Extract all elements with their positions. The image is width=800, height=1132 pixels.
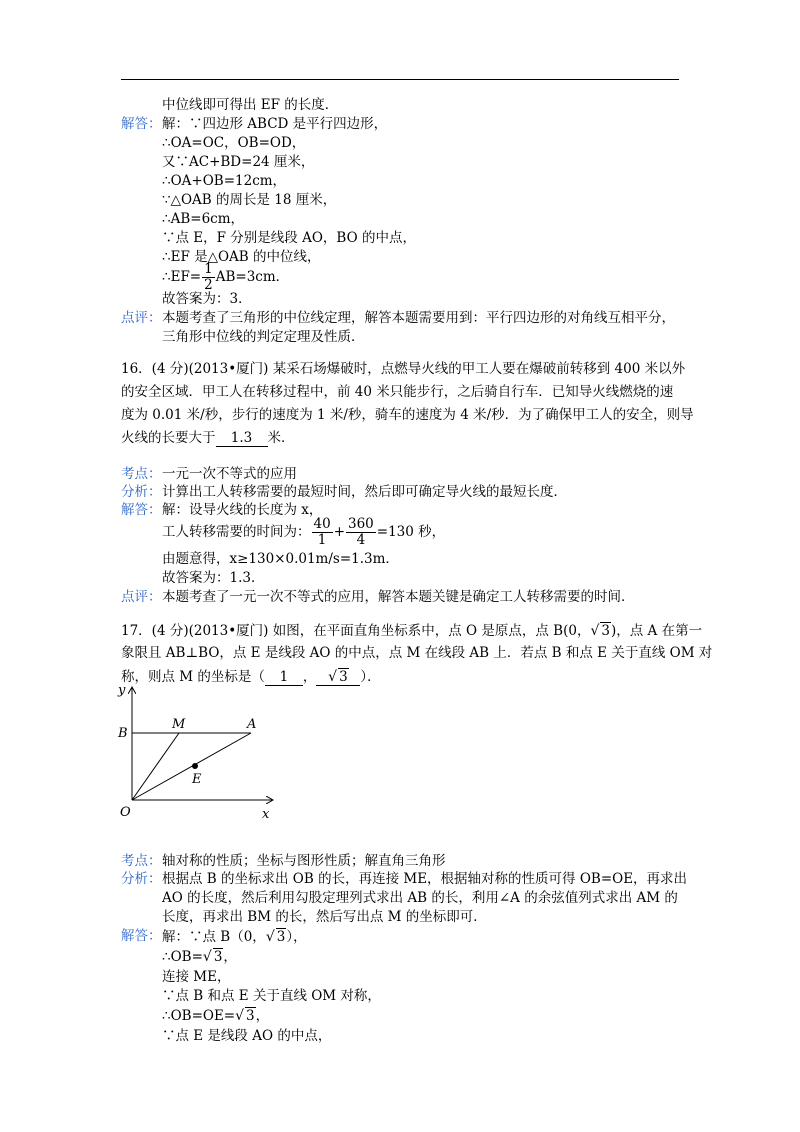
q17-fenxi-line: AO 的长度，然后利用勾股定理列式求出 AB 的长，利用∠A 的余弦值列式求出 AM 的	[162, 890, 678, 906]
q17-stem-line-1	[121, 622, 702, 639]
q15-comment-label: 点评：	[121, 310, 162, 326]
q17-j5-radical: √	[235, 1008, 245, 1024]
q17-j2-radical: √	[202, 949, 212, 965]
q17-jieda-line-3: 连接 ME，	[162, 969, 231, 985]
q15-ef-numerator: 1	[204, 261, 213, 277]
q17-stem-line-2: 象限且 AB⊥BO，点 E 是线段 AO 的中点，点 M 在线段 AB 上．若点 B 和点 E 关于直线 OM 对	[121, 645, 713, 661]
q17-stem-3-suffix: ）．	[360, 669, 381, 685]
q17-j1-prefix: 解：∵点 B（0，	[162, 929, 266, 945]
q17-fenxi-line: 根据点 B 的坐标求出 OB 的长，再连接 ME，根据轴对称的性质可得 OB=OE，再求出	[162, 871, 688, 887]
q16-last-suffix: 米．	[267, 430, 295, 446]
label-y: y	[118, 683, 126, 698]
q17-stem-1-prefix: 17．(4 分)(2013•厦门) 如图，在平面直角坐标系中，点 O 是原点，点 B(0，	[121, 623, 591, 639]
q17-fenxi-line: 长度，再求出 BM 的长，然后写出点 M 的坐标即可．	[162, 909, 487, 925]
q16-fenxi-label: 分析：	[121, 484, 162, 500]
q16-f2-denominator: 4	[356, 532, 366, 548]
q17-answer-blank-y	[316, 668, 360, 686]
q16-jieda-label: 解答：	[121, 502, 162, 518]
q16-jieda-line: 由题意得，x≥130×0.01m/s=1.3m．	[162, 551, 399, 567]
q17-figure	[112, 682, 280, 822]
q17-j5-suffix: ，	[255, 1008, 270, 1024]
label-B: B	[118, 726, 128, 741]
q17-kaodian: 轴对称的性质；坐标与图形性质；解直角三角形	[162, 853, 446, 869]
q15-ef-equation	[162, 262, 289, 293]
q15-ef-prefix: ∴EF=	[162, 269, 202, 285]
label-M: M	[172, 717, 186, 732]
q15-ef-fraction	[202, 262, 215, 293]
point-E	[192, 763, 198, 769]
q16-stem-line: 度为 0.01 米/秒，步行的速度为 1 米/秒，骑车的速度为 4 米/秒．为了确保甲工人的安全，则导	[121, 407, 694, 423]
q17-jieda-line-2	[162, 948, 237, 965]
q17-comma: ，	[302, 669, 317, 685]
label-x: x	[262, 807, 270, 822]
q17-jieda-line-1	[162, 928, 307, 945]
q16-kaodian-label: 考点：	[121, 466, 162, 482]
q16-jieda-line: 故答案为：1.3．	[162, 570, 265, 586]
q17-stem-3-prefix: 称，则点 M 的坐标是（	[121, 669, 265, 685]
q16-fraction-walk	[312, 517, 333, 548]
q16-stem-last	[121, 430, 295, 447]
q16-time-suffix: =130 秒，	[376, 524, 446, 540]
q15-analysis-cont: 中位线即可得出 EF 的长度．	[162, 97, 339, 113]
q17-stem-1-suffix: )，点 A 在第一	[610, 623, 703, 639]
q16-f1-denominator: 1	[317, 532, 327, 548]
q17-j1-sqrt: 3	[276, 929, 286, 945]
q16-dianping: 本题考查了一元一次不等式的应用，解答本题关键是确定工人转移需要的时间．	[162, 589, 635, 605]
q17-jieda-line-6: ∵点 E 是线段 AO 的中点，	[162, 1028, 332, 1044]
q17-j2-sqrt: 3	[213, 949, 223, 965]
q15-ef-suffix: AB=3cm．	[215, 269, 290, 285]
q15-answer-line: ∴EF 是△OAB 的中位线，	[162, 249, 321, 265]
q15-answer-line: ∴AB=6cm，	[162, 211, 245, 227]
q16-answer-blank: 1.3	[216, 430, 268, 447]
q15-answer-label: 解答：	[121, 116, 162, 132]
q17-j2-prefix: ∴OB=	[162, 949, 203, 965]
q15-answer-line: 又∵AC+BD=24 厘米，	[162, 154, 315, 170]
q15-answer-line: ∴OA=OC，OB=OD，	[162, 135, 306, 151]
q16-f1-numerator: 40	[313, 516, 331, 532]
q17-j2-suffix: ，	[223, 949, 237, 965]
q17-kaodian-label: 考点：	[121, 853, 162, 869]
q17-fenxi-label: 分析：	[121, 871, 162, 887]
label-A: A	[247, 717, 257, 732]
q17-j1-suffix: ），	[286, 929, 307, 945]
q16-jieda-line: 解：设导火线的长度为 x，	[162, 502, 323, 518]
q17-answer-blank-x: 1	[265, 669, 303, 686]
q17-jieda-line-5	[162, 1007, 269, 1024]
label-O: O	[120, 805, 131, 820]
q15-answer-line: 解：∵四边形 ABCD 是平行四边形，	[162, 116, 388, 132]
q17-jieda-label: 解答：	[121, 928, 162, 944]
q15-comment-line: 三角形中位线的判定定理及性质．	[162, 329, 365, 345]
q17-j5-prefix: ∴OB=OE=	[162, 1008, 236, 1024]
q17-blank-radical: √	[328, 669, 338, 685]
q16-last-prefix: 火线的长要大于	[121, 430, 216, 446]
q16-fraction-bike	[346, 517, 376, 548]
segment-OM	[132, 733, 179, 800]
q16-time-equation	[162, 517, 445, 548]
q15-final: 故答案为：3．	[162, 291, 252, 307]
q17-blank-sqrt: 3	[339, 669, 348, 685]
q15-ef-denominator: 2	[204, 277, 213, 293]
q17-j5-sqrt: 3	[246, 1008, 255, 1024]
q16-stem-line: 16．(4 分)(2013•厦门) 某采石场爆破时，点燃导火线的甲工人要在爆破前转移到 400 米以外	[121, 361, 686, 377]
q16-f2-numerator: 360	[348, 516, 374, 532]
label-E: E	[192, 772, 202, 787]
q16-fenxi: 计算出工人转移需要的最短时间，然后即可确定导火线的最短长度．	[162, 484, 567, 500]
q15-answer-line: ∵点 E，F 分别是线段 AO，BO 的中点，	[162, 230, 416, 246]
q16-dianping-label: 点评：	[121, 589, 162, 605]
q16-time-prefix: 工人转移需要的时间为：	[162, 524, 311, 540]
q16-stem-line: 的安全区域．甲工人在转移过程中，前 40 米只能步行，之后骑自行车．已知导火线燃烧的速	[121, 384, 674, 400]
q17-jieda-line-4: ∵点 B 和点 E 关于直线 OM 对称，	[162, 988, 381, 1004]
q17-radical-sign: √	[590, 623, 600, 639]
q17-sqrt3: 3	[601, 623, 610, 639]
q15-answer-line: ∵△OAB 的周长是 18 厘米，	[162, 192, 337, 208]
header-rule	[121, 79, 679, 80]
q16-plus: +	[333, 524, 345, 540]
q17-j1-radical: √	[265, 929, 275, 945]
q15-answer-line: ∴OA+OB=12cm，	[162, 173, 287, 189]
q15-comment-line: 本题考查了三角形的中位线定理，解答本题需要用到：平行四边形的对角线互相平分，	[162, 310, 675, 326]
segment-OA	[132, 733, 251, 800]
q16-kaodian: 一元一次不等式的应用	[162, 466, 297, 482]
